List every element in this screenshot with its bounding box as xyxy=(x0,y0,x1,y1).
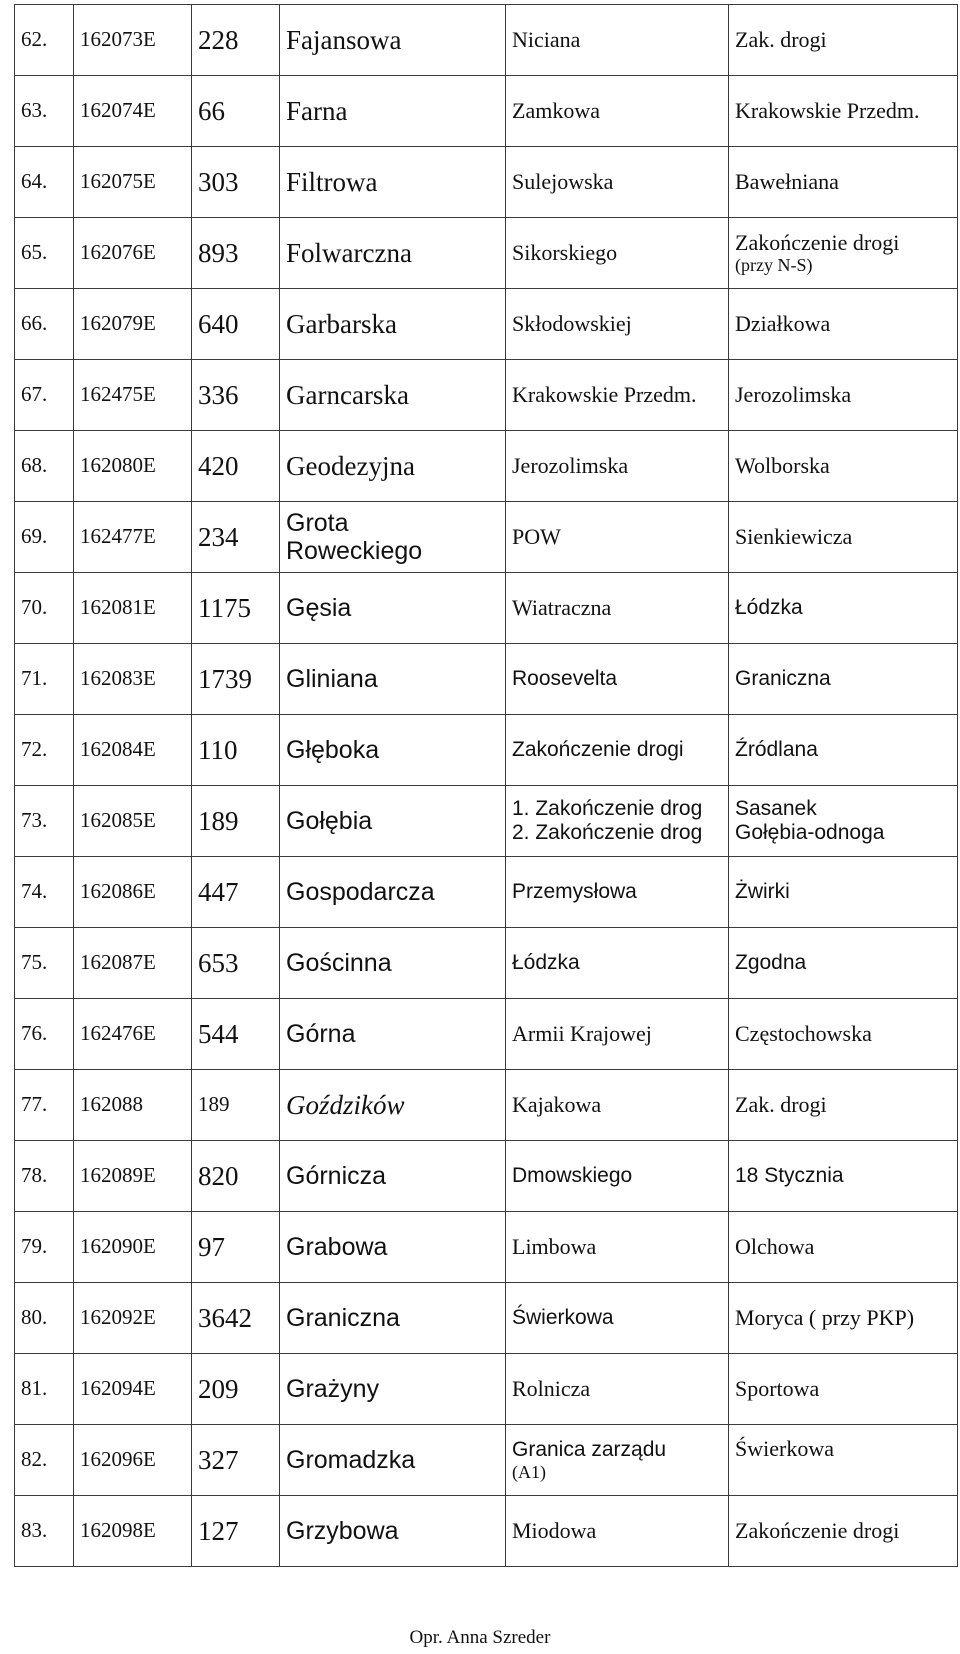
road-id: 162089E xyxy=(74,1141,192,1212)
row-number: 70. xyxy=(15,573,74,644)
road-id: 162074E xyxy=(74,76,192,147)
start-point: Wiatraczna xyxy=(506,573,729,644)
start-point: Limbowa xyxy=(506,1212,729,1283)
end-point xyxy=(729,786,958,857)
street-name: Gołębia xyxy=(280,786,506,857)
end-point: Częstochowska xyxy=(729,999,958,1070)
end-point-line1: Sasanek xyxy=(735,797,817,821)
row-number: 69. xyxy=(15,502,74,573)
end-point xyxy=(729,218,958,289)
end-point: Bawełniana xyxy=(729,147,958,218)
table-row xyxy=(15,1141,958,1212)
road-id: 162090E xyxy=(74,1212,192,1283)
road-length: 640 xyxy=(192,289,280,360)
table-row xyxy=(15,502,958,573)
end-point: Łódzka xyxy=(729,573,958,644)
table-row xyxy=(15,431,958,502)
road-id: 162086E xyxy=(74,857,192,928)
row-number: 63. xyxy=(15,76,74,147)
row-number: 82. xyxy=(15,1425,74,1496)
row-number: 83. xyxy=(15,1496,74,1567)
street-name: Gościnna xyxy=(280,928,506,999)
street-name: Gromadzka xyxy=(280,1425,506,1496)
roads-table xyxy=(14,4,958,1567)
start-point: Przemysłowa xyxy=(506,857,729,928)
street-name: Garncarska xyxy=(280,360,506,431)
road-length: 893 xyxy=(192,218,280,289)
start-point-line2: 2. Zakończenie drog xyxy=(512,821,703,844)
road-id: 162076E xyxy=(74,218,192,289)
row-number: 74. xyxy=(15,857,74,928)
road-id: 162092E xyxy=(74,1283,192,1354)
start-point-label: Granica zarządu xyxy=(512,1438,667,1462)
table-row xyxy=(15,1425,958,1496)
road-id: 162098E xyxy=(74,1496,192,1567)
road-id: 162080E xyxy=(74,431,192,502)
road-id: 162475E xyxy=(74,360,192,431)
start-point: Kajakowa xyxy=(506,1070,729,1141)
end-point: Działkowa xyxy=(729,289,958,360)
road-id: 162073E xyxy=(74,5,192,76)
start-point: Zakończenie drogi xyxy=(506,715,729,786)
road-length: 97 xyxy=(192,1212,280,1283)
table-row xyxy=(15,360,958,431)
road-length: 327 xyxy=(192,1425,280,1496)
end-point: Zak. drogi xyxy=(729,1070,958,1141)
road-length: 653 xyxy=(192,928,280,999)
street-name-line1: Grota xyxy=(286,509,349,537)
start-point: Niciana xyxy=(506,5,729,76)
row-number: 77. xyxy=(15,1070,74,1141)
road-id: 162094E xyxy=(74,1354,192,1425)
end-point: Krakowskie Przedm. xyxy=(729,76,958,147)
road-length: 820 xyxy=(192,1141,280,1212)
start-point: Roosevelta xyxy=(506,644,729,715)
start-point: Krakowskie Przedm. xyxy=(506,360,729,431)
street-name: Grabowa xyxy=(280,1212,506,1283)
street-name: Grzybowa xyxy=(280,1496,506,1567)
table-row xyxy=(15,1283,958,1354)
end-point: Jerozolimska xyxy=(729,360,958,431)
row-number: 72. xyxy=(15,715,74,786)
table-row xyxy=(15,999,958,1070)
row-number: 68. xyxy=(15,431,74,502)
road-length: 303 xyxy=(192,147,280,218)
end-point: Świerkowa xyxy=(729,1425,958,1496)
row-number: 75. xyxy=(15,928,74,999)
road-id: 162088 xyxy=(74,1070,192,1141)
end-point: Zakończenie drogi xyxy=(729,1496,958,1567)
start-point: Rolnicza xyxy=(506,1354,729,1425)
road-length: 3642 xyxy=(192,1283,280,1354)
road-length: 209 xyxy=(192,1354,280,1425)
end-point: Źródlana xyxy=(729,715,958,786)
start-point-line1: 1. Zakończenie drog xyxy=(512,797,703,821)
road-id: 162085E xyxy=(74,786,192,857)
start-point: Jerozolimska xyxy=(506,431,729,502)
street-name: Gliniana xyxy=(280,644,506,715)
road-length: 189 xyxy=(192,786,280,857)
street-name xyxy=(280,502,506,573)
end-point: Zak. drogi xyxy=(729,5,958,76)
road-length: 66 xyxy=(192,76,280,147)
end-point-label: Zakończenie drogi xyxy=(735,229,900,255)
street-name: Geodezyjna xyxy=(280,431,506,502)
road-length: 1175 xyxy=(192,573,280,644)
road-id: 162079E xyxy=(74,289,192,360)
end-point: Zgodna xyxy=(729,928,958,999)
street-name: Garbarska xyxy=(280,289,506,360)
row-number: 65. xyxy=(15,218,74,289)
start-point: Sulejowska xyxy=(506,147,729,218)
end-point: Moryca ( przy PKP) xyxy=(729,1283,958,1354)
row-number: 71. xyxy=(15,644,74,715)
end-point: Sienkiewicza xyxy=(729,502,958,573)
end-point: Graniczna xyxy=(729,644,958,715)
table-row xyxy=(15,644,958,715)
road-length: 110 xyxy=(192,715,280,786)
row-number: 79. xyxy=(15,1212,74,1283)
table-row xyxy=(15,1070,958,1141)
start-point-note: (A1) xyxy=(512,1461,546,1482)
row-number: 76. xyxy=(15,999,74,1070)
road-length: 189 xyxy=(192,1070,280,1141)
row-number: 80. xyxy=(15,1283,74,1354)
start-point: Miodowa xyxy=(506,1496,729,1567)
road-id: 162083E xyxy=(74,644,192,715)
road-length: 1739 xyxy=(192,644,280,715)
end-point-note: (przy N-S) xyxy=(735,255,813,276)
street-name: Gęsia xyxy=(280,573,506,644)
row-number: 73. xyxy=(15,786,74,857)
row-number: 62. xyxy=(15,5,74,76)
start-point: Zamkowa xyxy=(506,76,729,147)
street-name: Górnicza xyxy=(280,1141,506,1212)
end-point: Żwirki xyxy=(729,857,958,928)
table-row xyxy=(15,715,958,786)
start-point: Świerkowa xyxy=(506,1283,729,1354)
street-name: Fajansowa xyxy=(280,5,506,76)
road-id: 162084E xyxy=(74,715,192,786)
street-name: Farna xyxy=(280,76,506,147)
road-length: 544 xyxy=(192,999,280,1070)
street-name: Goździków xyxy=(280,1070,506,1141)
row-number: 67. xyxy=(15,360,74,431)
road-length: 234 xyxy=(192,502,280,573)
row-number: 66. xyxy=(15,289,74,360)
street-name-line2: Roweckiego xyxy=(286,537,423,565)
street-name: Filtrowa xyxy=(280,147,506,218)
road-id: 162087E xyxy=(74,928,192,999)
end-point: 18 Stycznia xyxy=(729,1141,958,1212)
end-point-line2: Gołębia-odnoga xyxy=(735,821,885,844)
table-row xyxy=(15,786,958,857)
row-number: 78. xyxy=(15,1141,74,1212)
start-point: Łódzka xyxy=(506,928,729,999)
table-row xyxy=(15,147,958,218)
row-number: 64. xyxy=(15,147,74,218)
start-point: POW xyxy=(506,502,729,573)
end-point: Wolborska xyxy=(729,431,958,502)
road-length: 420 xyxy=(192,431,280,502)
road-id: 162081E xyxy=(74,573,192,644)
road-id: 162075E xyxy=(74,147,192,218)
road-id: 162476E xyxy=(74,999,192,1070)
roads-table-body xyxy=(15,5,958,1567)
street-name: Gospodarcza xyxy=(280,857,506,928)
start-point xyxy=(506,786,729,857)
table-row xyxy=(15,928,958,999)
table-row xyxy=(15,218,958,289)
row-number: 81. xyxy=(15,1354,74,1425)
start-point: Dmowskiego xyxy=(506,1141,729,1212)
road-id: 162096E xyxy=(74,1425,192,1496)
street-name: Grażyny xyxy=(280,1354,506,1425)
road-length: 127 xyxy=(192,1496,280,1567)
footer-author: Opr. Anna Szreder xyxy=(409,1627,551,1648)
street-name: Głęboka xyxy=(280,715,506,786)
table-row xyxy=(15,857,958,928)
table-row xyxy=(15,76,958,147)
end-point: Sportowa xyxy=(729,1354,958,1425)
street-name: Folwarczna xyxy=(280,218,506,289)
table-row xyxy=(15,1496,958,1567)
street-name: Górna xyxy=(280,999,506,1070)
road-id: 162477E xyxy=(74,502,192,573)
table-row xyxy=(15,5,958,76)
table-row xyxy=(15,1212,958,1283)
table-row xyxy=(15,289,958,360)
start-point: Armii Krajowej xyxy=(506,999,729,1070)
start-point: Sikorskiego xyxy=(506,218,729,289)
start-point xyxy=(506,1425,729,1496)
road-length: 336 xyxy=(192,360,280,431)
table-row xyxy=(15,1354,958,1425)
end-point: Olchowa xyxy=(729,1212,958,1283)
table-row xyxy=(15,573,958,644)
start-point: Skłodowskiej xyxy=(506,289,729,360)
street-name: Graniczna xyxy=(280,1283,506,1354)
road-length: 228 xyxy=(192,5,280,76)
road-length: 447 xyxy=(192,857,280,928)
